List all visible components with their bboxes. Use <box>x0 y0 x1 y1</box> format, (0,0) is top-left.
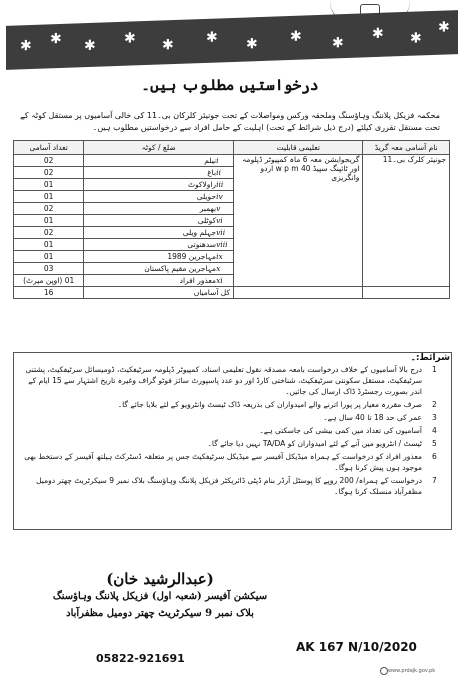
condition-number: 7 <box>432 476 437 485</box>
count-cell: 01 <box>14 239 84 251</box>
district-name: کوٹلی <box>197 216 217 225</box>
reference-number: AK 167 N/10/2020 <box>296 640 417 654</box>
condition-text: عمر کی حد 18 تا 40 سال ہے۔ <box>323 413 422 422</box>
district-cell <box>84 275 234 287</box>
district-cell <box>84 227 234 239</box>
condition-number: 2 <box>432 400 437 409</box>
district-name: مہاجرین مقیم پاکستان <box>144 264 217 273</box>
contact-phone: 05822-921691 <box>96 652 185 665</box>
table-total-row <box>14 287 450 299</box>
count-cell: 01 (اوپن میرٹ) <box>14 275 84 287</box>
website-link[interactable]: www.prdajk.gov.pk <box>388 668 436 674</box>
district-cell <box>84 167 234 179</box>
star-icon: ✱ <box>372 25 384 43</box>
district-cell <box>84 239 234 251</box>
district-cell <box>84 179 234 191</box>
signatory-name: (عبدالرشید خان) <box>106 570 214 588</box>
signature-block <box>40 570 280 622</box>
star-icon: ✱ <box>332 35 344 52</box>
star-icon: ✱ <box>410 30 422 47</box>
condition-item <box>20 425 448 436</box>
header-count: تعداد آسامی <box>14 141 84 155</box>
row-index: ix <box>216 252 223 261</box>
district-name: سدھنوتی <box>187 240 217 249</box>
decorative-banner <box>6 10 458 70</box>
signatory-address: بلاک نمبر 9 سیکرٹریٹ چھتر دومیل مظفرآباد <box>66 608 254 619</box>
district-cell <box>84 251 234 263</box>
intro-paragraph: محکمہ فزیکل پلاننگ وہاؤسنگ وملحقہ ورکس ومواصلات کے تحت جونیئر کلرکان بی۔11 کی خالی آسامیوں پر مستقل کوٹہ کے تحت مستقل تقرری کیلئے (درج ذیل شرائط کے تحت) اہلیت کے حامل افراد سے درخواستیں مطلوب ہیں۔ <box>20 111 440 132</box>
row-index: vi <box>216 216 223 225</box>
count-cell: 03 <box>14 263 84 275</box>
district-name: معذور افراد <box>179 276 217 285</box>
total-label: کل آسامیاں <box>84 287 234 299</box>
district-cell <box>84 191 234 203</box>
row-index: iv <box>216 192 223 201</box>
table-body <box>14 155 450 287</box>
star-icon: ✱ <box>124 30 136 47</box>
row-index: iii <box>216 180 224 189</box>
condition-number: 1 <box>432 365 437 374</box>
district-cell <box>84 155 234 167</box>
table-header-row <box>14 141 450 155</box>
condition-text: صرف مقررہ معیار پر پورا اترنے والے امیدواران کی بذریعہ ڈاک ٹیسٹ وانٹرویو کے لئے بلایا جائے گا۔ <box>117 400 422 409</box>
district-cell <box>84 215 234 227</box>
condition-item <box>20 451 448 473</box>
district-name: مہاجرین 1989 <box>167 252 217 261</box>
district-cell <box>84 263 234 275</box>
row-index: vii <box>216 228 226 237</box>
count-cell: 01 <box>14 215 84 227</box>
conditions-list <box>20 364 448 499</box>
count-cell: 01 <box>14 191 84 203</box>
condition-number: 5 <box>432 439 437 448</box>
district-name: جہلم ویلی <box>182 228 217 237</box>
star-icon: ✱ <box>162 37 174 54</box>
condition-item <box>20 438 448 449</box>
condition-item <box>20 399 448 410</box>
header-district: ضلع / کوٹہ <box>84 141 234 155</box>
star-icon: ✱ <box>84 37 96 55</box>
district-name: باغ <box>207 168 217 177</box>
condition-text: درخواست کے ہمراہ/ 200 روپے کا پوسٹل آرڈر بنام ڈپٹی ڈائریکٹر فزیکل پلاننگ وہاؤسنگ بلاک نمبر 9 سیکرٹریٹ چھتر دومیل مظفرآباد منسلک کرنا ہوگا۔ <box>36 476 422 496</box>
row-index: ii <box>216 168 221 177</box>
district-name: حویلی <box>196 192 217 201</box>
count-cell: 02 <box>14 167 84 179</box>
signatory-designation: سیکشن آفیسر (شعبہ اول) فزیکل پلاننگ وہاؤسنگ <box>52 591 268 602</box>
page-title: درخواستیں مطلوب ہیں۔ <box>141 76 319 94</box>
count-cell: 01 <box>14 251 84 263</box>
row-index: i <box>216 156 219 165</box>
condition-item <box>20 475 448 497</box>
table-row <box>14 155 450 167</box>
star-icon: ✱ <box>206 29 218 46</box>
star-icon: ✱ <box>438 19 450 36</box>
condition-number: 6 <box>432 452 437 461</box>
vacancy-table <box>13 140 450 299</box>
star-icon: ✱ <box>246 36 258 53</box>
condition-number: 4 <box>432 426 437 435</box>
header-post: نام آسامی معہ گریڈ <box>363 141 450 155</box>
count-cell: 02 <box>14 203 84 215</box>
qualification: گریجوایشن معہ 6 ماہ کمپیوٹر ڈپلومہ اور ٹائپنگ سپیڈ 40 w p m اردو وانگریزی <box>234 155 363 287</box>
row-index: x <box>216 264 221 273</box>
count-cell: 01 <box>14 179 84 191</box>
star-icon: ✱ <box>290 28 302 45</box>
condition-text: آسامیوں کی تعداد میں کمی بیشی کی جاسکتی ہے۔ <box>259 426 422 435</box>
row-index: xi <box>216 276 223 285</box>
condition-text: ٹیسٹ / انٹرویو میں آنے کے لئے امیدواران کو TA/DA نہیں دیا جائے گا۔ <box>207 439 422 448</box>
total-count: 16 <box>14 287 84 299</box>
post-name: جونیئر کلرک بی۔11 <box>363 155 450 287</box>
count-cell: 02 <box>14 227 84 239</box>
row-index: viii <box>216 240 228 249</box>
district-name: راولاکوٹ <box>187 180 217 189</box>
conditions-heading: شرائط:۔ <box>410 353 450 363</box>
star-icon: ✱ <box>20 37 32 55</box>
district-cell <box>84 203 234 215</box>
count-cell: 02 <box>14 155 84 167</box>
condition-text: درج بالا آسامیوں کے خلاف درخواست بامعہ مصدقہ نقول تعلیمی اسناد، کمپیوٹر ڈپلومہ سرٹیفکیٹ، ڈومیسائل سرٹیفکیٹ، پشتنی سرٹیفکیٹ، مستقل سکونتی سرٹیفکیٹ، شناختی کارڈ اور دو عدد پاسپورٹ سائز فوٹو گراف وغیرہ تاریخ اشتہار سے 15 ایام کے اندر بصورت رجسٹرڈ ڈاک ارسال کی جائیں۔ <box>25 365 422 396</box>
condition-item <box>20 364 448 397</box>
district-name: نیلم <box>204 156 217 165</box>
district-name: بھمبر <box>199 204 217 213</box>
condition-number: 3 <box>432 413 437 422</box>
row-index: v <box>216 204 221 213</box>
header-qualification: تعلیمی قابلیت <box>234 141 363 155</box>
condition-item <box>20 412 448 423</box>
star-icon: ✱ <box>50 30 62 48</box>
globe-icon <box>380 667 388 675</box>
condition-text: معذور افراد کو درخواست کے ہمراہ میڈیکل آفیسر سے میڈیکل سرٹیفکیٹ جس پر متعلقہ ڈسٹرکٹ ہیلتھ آفیسر کے دستخط بھی موجود ہوں پیش کرنا ہوگا۔ <box>24 452 422 472</box>
